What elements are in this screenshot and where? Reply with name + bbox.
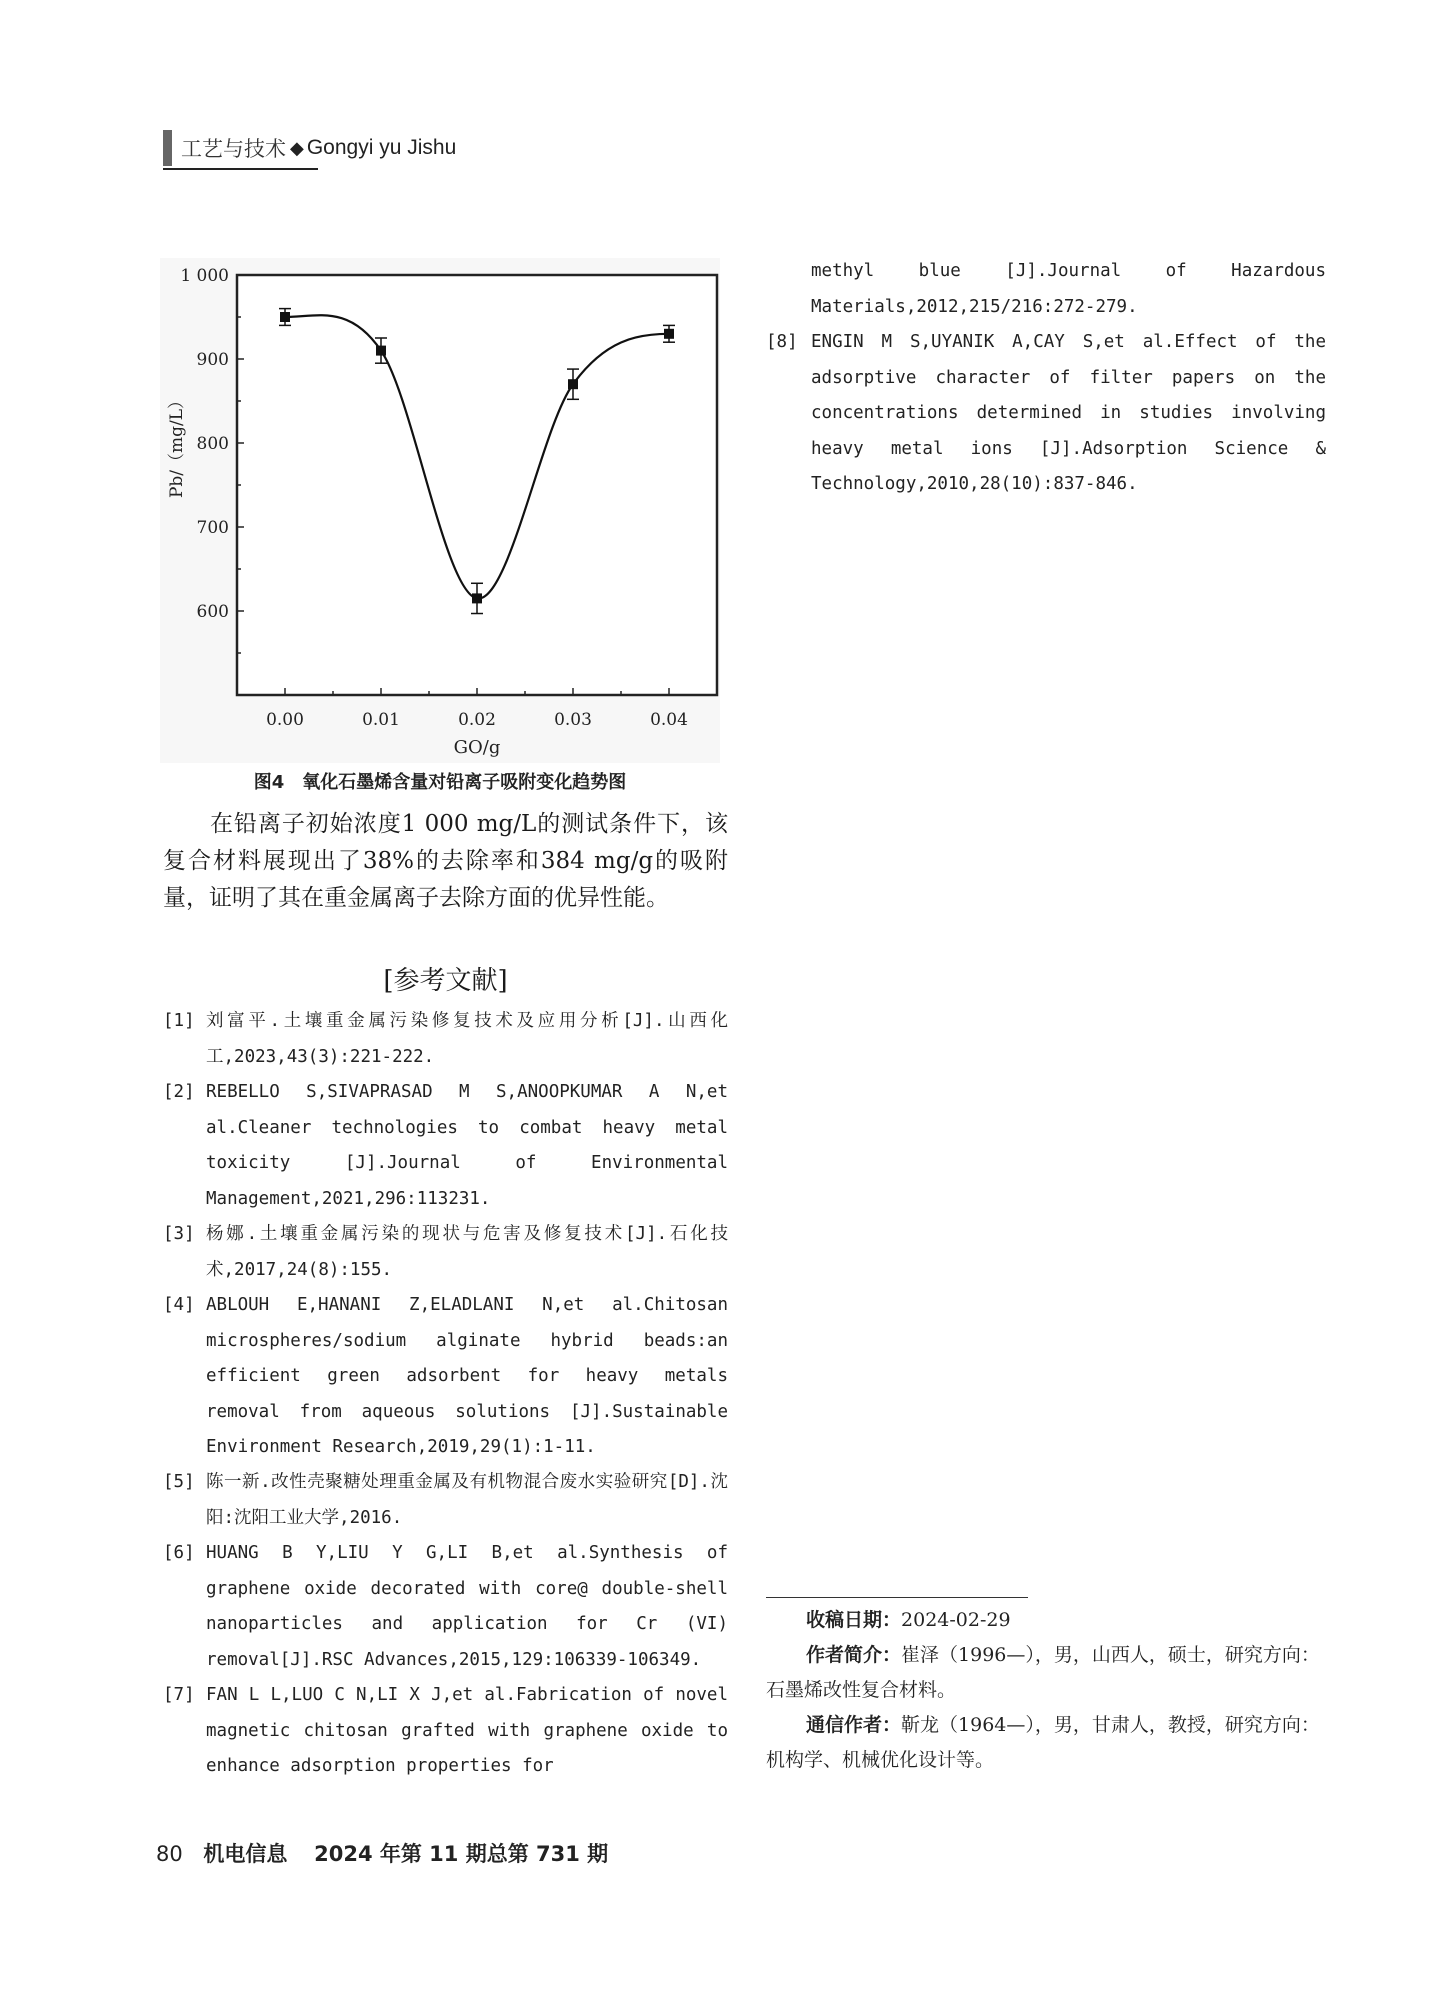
x-axis-label: GO/g xyxy=(453,737,501,758)
reference-number: [1] xyxy=(163,1011,195,1031)
received-value: 2024-02-29 xyxy=(901,1609,1011,1631)
footnote-rule xyxy=(766,1597,1028,1598)
body-paragraph-text: 在铅离子初始浓度1 000 mg/L的测试条件下，该复合材料展现出了38%的去除率和384 mg/g的吸附量，证明了其在重金属离子去除方面的优异性能。 xyxy=(163,811,728,911)
received-date xyxy=(766,1603,1328,1638)
reference-text: FAN L L,LUO C N,LI X J,et al.Fabrication of novel magnetic chitosan grafted with graphene oxide to enhance adsorption properties for xyxy=(206,1685,728,1776)
y-tick-label: 700 xyxy=(196,518,229,538)
data-point xyxy=(280,312,290,322)
running-header xyxy=(163,126,456,170)
author-label: 作者简介： xyxy=(806,1644,902,1666)
header-rule xyxy=(163,168,318,170)
reference-text: 刘富平.土壤重金属污染修复技术及应用分析[J].山西化工,2023,43(3):221-222. xyxy=(206,1011,728,1067)
reference-number: [5] xyxy=(163,1472,195,1492)
reference-text: ENGIN M S,UYANIK A,CAY S,et al.Effect of the adsorptive character of filter papers on the concentrations determined in studies involving heavy metal ions [J].Adsorption Science & Technology,2010,28(10):837-846. xyxy=(811,332,1326,494)
reference-text: ABLOUH E,HANANI Z,ELADLANI N,et al.Chitosan microspheres/sodium alginate hybrid beads:an efficient green adsorbent for heavy metals removal from aqueous solutions [J].Sustainable Environment Research,2019,29(1):1-11. xyxy=(206,1295,728,1457)
reference-number: [4] xyxy=(163,1295,195,1315)
received-label: 收稿日期： xyxy=(806,1609,902,1631)
reference-number: [6] xyxy=(163,1543,195,1563)
corr-label: 通信作者： xyxy=(806,1714,902,1736)
issue-info: 2024 年第 11 期总第 731 期 xyxy=(314,1842,609,1866)
author-info xyxy=(766,1638,1328,1708)
data-point xyxy=(472,593,482,603)
corresponding-author xyxy=(766,1708,1328,1778)
y-tick-label: 600 xyxy=(196,602,229,622)
header-section-cn: 工艺与技术 xyxy=(181,137,286,161)
y-tick-label: 800 xyxy=(196,434,229,454)
body-paragraph xyxy=(163,806,728,917)
reference-number: [8] xyxy=(766,332,798,352)
data-point xyxy=(664,329,674,339)
figure-4-chart xyxy=(160,258,720,763)
header-section-en: Gongyi yu Jishu xyxy=(306,136,457,159)
diamond-icon: ◆ xyxy=(290,137,304,159)
page-footer xyxy=(156,1838,608,1868)
reference-text: 杨娜.土壤重金属污染的现状与危害及修复技术[J].石化技术,2017,24(8):155. xyxy=(206,1224,728,1280)
corr-value: 靳龙（1964—），男，甘肃人，教授，研究方向：机构学、机械优化设计等。 xyxy=(766,1714,1320,1771)
references-heading: [参考文献] xyxy=(383,966,508,996)
figure-caption: 图4 氧化石墨烯含量对铅离子吸附变化趋势图 xyxy=(253,772,627,793)
reference-text: HUANG B Y,LIU Y G,LI B,et al.Synthesis of graphene oxide decorated with core@ double-shell nanoparticles and application for Cr (VI) removal[J].RSC Advances,2015,129:106339-106349. xyxy=(206,1543,728,1670)
reference-number: [7] xyxy=(163,1685,195,1705)
journal-name: 机电信息 xyxy=(203,1842,288,1866)
header-bar xyxy=(163,130,172,166)
reference-number: [3] xyxy=(163,1224,195,1244)
reference-text: methyl blue [J].Journal of Hazardous Materials,2012,215/216:272-279. xyxy=(811,261,1326,317)
plot-frame xyxy=(237,275,717,695)
reference-text: 陈一新.改性壳聚糖处理重金属及有机物混合废水实验研究[D].沈阳:沈阳工业大学,2016. xyxy=(206,1472,728,1528)
y-tick-label: 900 xyxy=(196,350,229,370)
x-tick-label: 0.00 xyxy=(266,710,304,730)
page-number: 80 xyxy=(156,1842,183,1866)
data-point xyxy=(376,346,386,356)
x-tick-label: 0.04 xyxy=(650,710,688,730)
y-tick-label: 1 000 xyxy=(180,266,229,286)
x-tick-label: 0.02 xyxy=(458,710,496,730)
x-tick-label: 0.01 xyxy=(362,710,400,730)
data-point xyxy=(568,379,578,389)
author-value: 崔泽（1996—），男，山西人，硕士，研究方向：石墨烯改性复合材料。 xyxy=(766,1644,1320,1701)
y-axis-label: Pb/（mg/L） xyxy=(167,391,187,499)
x-tick-label: 0.03 xyxy=(554,710,592,730)
reference-text: REBELLO S,SIVAPRASAD M S,ANOOPKUMAR A N,et al.Cleaner technologies to combat heavy metal toxicity [J].Journal of Environmental Management,2021,296:113231. xyxy=(206,1082,728,1209)
reference-number: [2] xyxy=(163,1082,195,1102)
